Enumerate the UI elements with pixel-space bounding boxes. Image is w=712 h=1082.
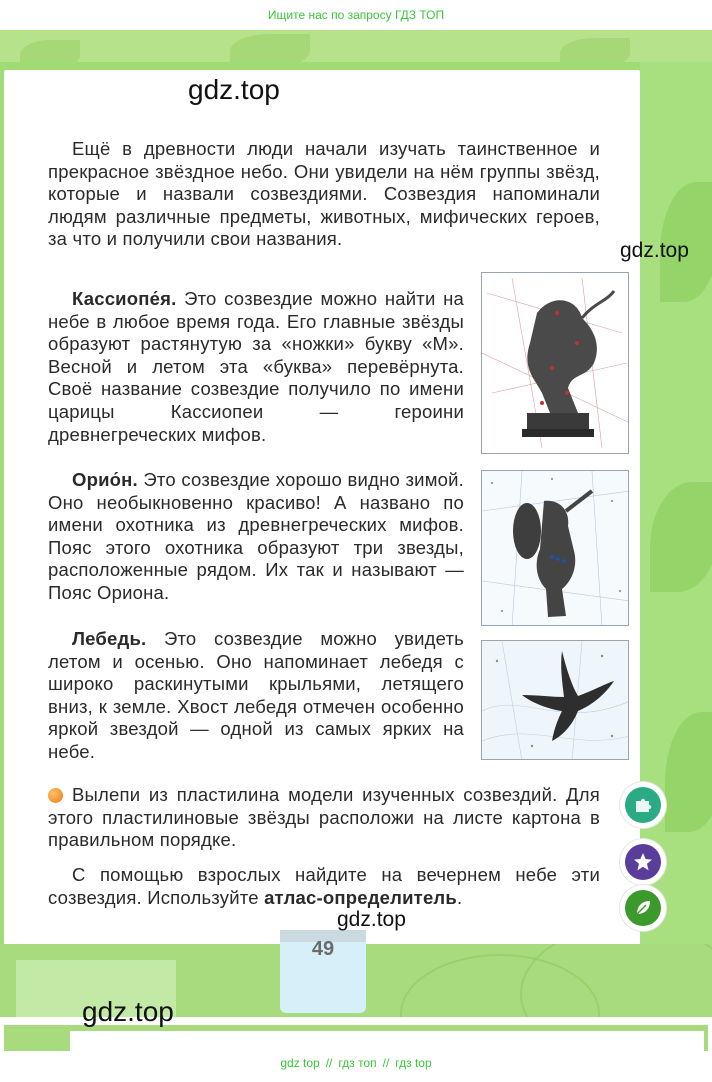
top-banner: [0, 0, 712, 30]
leaf-decor: [560, 38, 630, 62]
star-badge[interactable]: [620, 839, 666, 885]
final-text: С помощью взрослых найдите на вечернем небе эти созвездия. Используйте: [48, 864, 600, 908]
orion-text: Это созвездие хорошо видно зимой. Оно необыкновенно красиво! А названо по имени охотника из древнегреческих мифов. Пояс этого охотника образуют три звезды, расположенные рядом. Их так и называют — Пояс Ориона.: [48, 469, 464, 603]
banner-text[interactable]: Ищите нас по запросу ГДЗ ТОП: [267, 8, 445, 22]
cygnus-term: Лебедь.: [72, 628, 147, 649]
final-end: .: [456, 886, 463, 908]
watermark: gdz.top: [620, 239, 689, 262]
leaf-decor: [20, 40, 80, 62]
watermark: gdz.top: [337, 908, 406, 931]
watermark: gdz.top: [188, 74, 280, 105]
orion-paragraph: [48, 469, 464, 605]
leaf-badge[interactable]: [620, 885, 666, 931]
bullet-icon: [48, 788, 63, 803]
watermark: gdz.top: [82, 996, 174, 1027]
footer-link[interactable]: гдз top: [395, 1056, 432, 1070]
cassiopeia-term: Кассиопе́я.: [72, 288, 177, 309]
leaf-decor: [665, 712, 712, 832]
cygnus-illustration: [481, 640, 629, 760]
intro-paragraph: Ещё в древности люди начали изучать таинственное и прекрасное звёздное небо. Они увидели на нём группы звёзд, которые и назвали созвездиями. Созвездия напоминали людям различные предметы, животных, мифических героев, за что и получили свои названия.: [48, 138, 600, 250]
cassiopeia-illustration: [481, 272, 629, 454]
orion-term: Орио́н.: [72, 469, 138, 490]
footer-links: [0, 1056, 712, 1070]
top-decor-band: [0, 30, 712, 62]
footer-separator: //: [325, 1056, 333, 1070]
puzzle-icon: [625, 787, 661, 823]
orion-illustration: [481, 470, 629, 626]
leaf-decor: [650, 482, 712, 592]
cassiopeia-paragraph: [48, 288, 464, 446]
leaf-decor: [230, 34, 310, 62]
puzzle-badge[interactable]: [620, 782, 666, 828]
star-icon: [625, 844, 661, 880]
task-text: Вылепи из пластилина модели изученных созвездий. Для этого пластилиновые звёзды расположи на листе картона в правильном порядке.: [48, 784, 600, 851]
final-paragraph: [48, 864, 600, 909]
atlas-term: атлас-определитель: [264, 886, 457, 908]
cassiopeia-text: Это созвездие можно найти на небе в любое время года. Его главные звёзды образуют растянутую за «ножки» букву «М». Весной и летом эта «буква» перевёрнута. Своё название созвездие получило по имени царицы Кассиопеи — героини древнегреческих мифов.: [48, 288, 464, 445]
page-number-tab: [280, 930, 366, 1013]
footer-link[interactable]: gdz top: [280, 1056, 320, 1070]
cygnus-paragraph: [48, 628, 464, 764]
task-paragraph: [48, 784, 600, 852]
page-number: 49: [311, 938, 335, 960]
leaf-icon: [625, 890, 661, 926]
cygnus-text: Это созвездие можно увидеть летом и осенью. Оно напоминает лебедя с широко раскинутыми крыльями, летящего вниз, к земле. Хвост лебедя отмечен особенно яркой звездой — одной из самых ярких на небе.: [48, 628, 464, 762]
next-page-sheet: [70, 1031, 704, 1051]
footer-link[interactable]: гдз топ: [338, 1056, 377, 1070]
footer-separator: //: [382, 1056, 390, 1070]
bottom-decor-curve: [520, 944, 712, 1017]
